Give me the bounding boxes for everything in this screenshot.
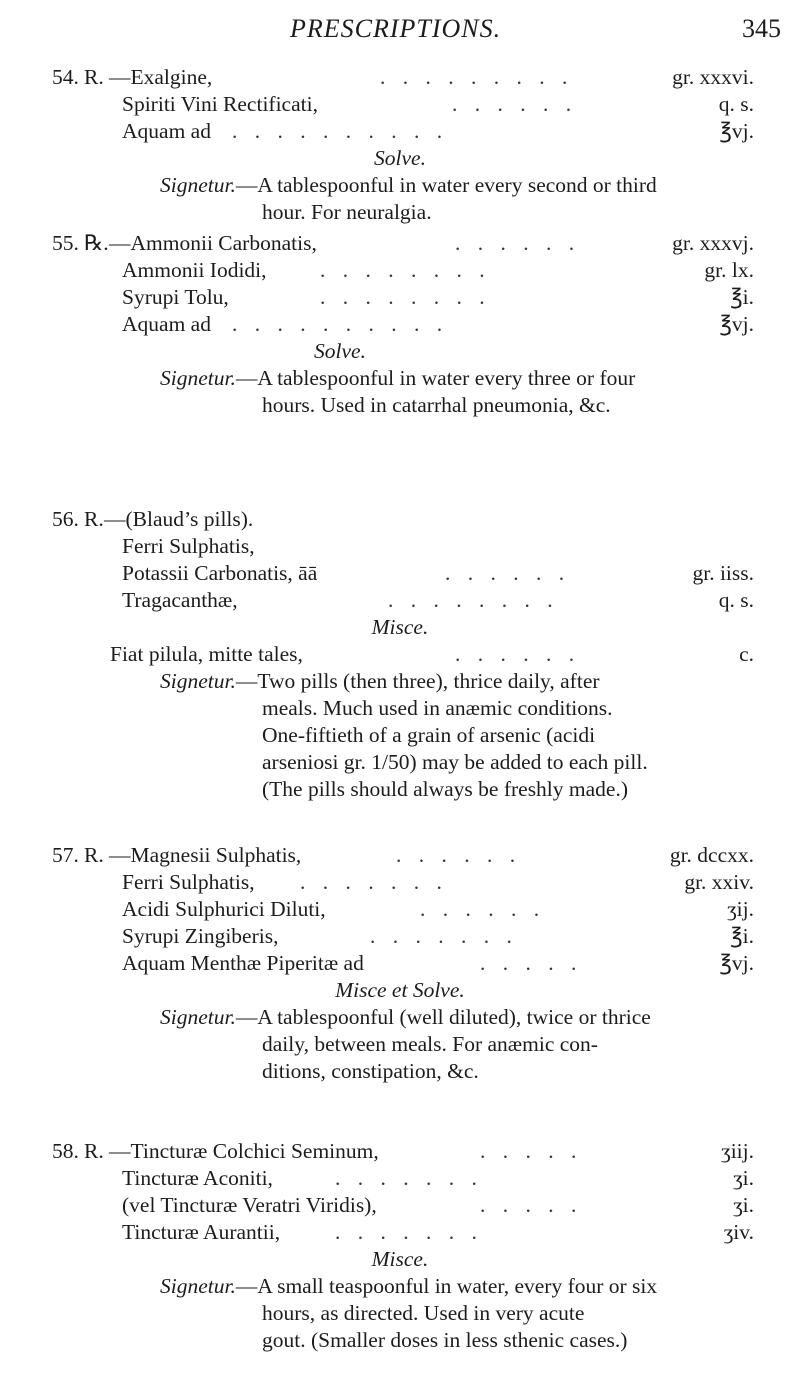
ingredient-quantity: gr. xxxvi. [672, 65, 754, 89]
ingredient-quantity: ℥i. [730, 285, 754, 309]
ingredient-quantity: gr. iiss. [692, 561, 754, 585]
ingredient-line [0, 118, 800, 145]
ingredient-name: —Tincturæ Colchici Seminum, [109, 1139, 379, 1163]
signetur-text: —A tablespoonful (well diluted), twice or thrice [235, 1005, 651, 1029]
signetur-text: arseniosi gr. 1/50) may be added to each pill. [262, 750, 648, 774]
ingredient-quantity: ℥i. [730, 924, 754, 948]
ingredient-name: Spiriti Vini Rectificati, [122, 92, 318, 116]
directive: Misce. [371, 1247, 429, 1271]
ingredient-line [0, 950, 800, 977]
leader-dots: . . . . . . . . [388, 588, 559, 612]
signetur-text: One-fiftieth of a grain of arsenic (acidi [262, 723, 596, 747]
recipe-symbol: R. [84, 65, 104, 89]
ingredient-name: —Exalgine, [109, 65, 213, 89]
prescription-number: 57. [52, 843, 79, 867]
ingredient-name: Aquam ad [122, 312, 211, 336]
ingredient-line [0, 506, 800, 533]
running-title: PRESCRIPTIONS. [290, 14, 502, 43]
signetur-text: hours. Used in catarrhal pneumonia, &c. [262, 393, 611, 417]
signetur-text: gout. (Smaller doses in less sthenic cases.) [262, 1328, 628, 1352]
signetur [160, 1004, 760, 1031]
leader-dots: . . . . . . . . . [380, 65, 574, 89]
directive: Solve. [314, 339, 366, 363]
ingredient-quantity: ʒij. [727, 897, 754, 921]
ingredient-quantity: gr. xxxvj. [672, 231, 754, 255]
leader-dots: . . . . . . [420, 897, 546, 921]
directive: Misce et Solve. [335, 978, 465, 1002]
signetur-label: Signetur. [160, 1005, 236, 1029]
recipe-symbol: ℞. [84, 231, 109, 255]
signetur-text: —A tablespoonful in water every second or third [235, 173, 657, 197]
signetur-line [0, 749, 800, 776]
prescription-56 [0, 506, 800, 803]
ingredient-quantity: ℥vj. [719, 951, 754, 975]
ingredient-line [0, 91, 800, 118]
ingredient-line [0, 533, 800, 560]
ingredient-quantity: gr. xxiv. [684, 870, 754, 894]
ingredient-line [0, 1165, 800, 1192]
prescription-55 [0, 230, 800, 419]
ingredient-quantity: ʒiv. [723, 1220, 754, 1244]
signetur-line [0, 1058, 800, 1085]
page-header [0, 14, 800, 54]
ingredient-name: Acidi Sulphurici Diluti, [122, 897, 326, 921]
recipe-symbol: R. [84, 1139, 104, 1163]
ingredient-name: Potassii Carbonatis, āā [122, 561, 318, 585]
ingredient-line [0, 257, 800, 284]
leader-dots: . . . . . . [445, 561, 571, 585]
leader-dots: . . . . . . . [300, 870, 448, 894]
ingredient-quantity: gr. lx. [704, 258, 754, 282]
ingredient-name: —Ammonii Carbonatis, [109, 231, 317, 255]
ingredient-quantity: ʒi. [733, 1193, 754, 1217]
ingredient-line [0, 869, 800, 896]
ingredient-name: Tincturæ Aconiti, [122, 1166, 273, 1190]
signetur-line [0, 1273, 800, 1300]
ingredient-quantity: q. s. [718, 92, 754, 116]
ingredient-line [0, 284, 800, 311]
ingredient-name: Tincturæ Aurantii, [122, 1220, 281, 1244]
ingredient-line [0, 64, 800, 91]
leader-dots: . . . . . . [455, 231, 581, 255]
signetur-line [0, 172, 800, 199]
prescription-number: 58. [52, 1139, 79, 1163]
signetur-text: hours, as directed. Used in very acute [262, 1301, 585, 1325]
ingredient-line [0, 560, 800, 587]
leader-dots: . . . . . . . . [320, 285, 491, 309]
fiat-line [0, 641, 800, 668]
leader-dots: . . . . . [480, 1193, 583, 1217]
signetur-line [0, 722, 800, 749]
leader-dots: . . . . . . . . . . [232, 312, 449, 336]
signetur-line [0, 668, 800, 695]
prescription-58 [0, 1138, 800, 1354]
ingredient-quantity: ℥vj. [719, 312, 754, 336]
ingredient-line [0, 230, 800, 257]
signetur-line [0, 1300, 800, 1327]
leader-dots: . . . . . . [452, 92, 578, 116]
ingredient-name: Syrupi Zingiberis, [122, 924, 279, 948]
ingredient-line [0, 311, 800, 338]
signetur-text: meals. Much used in anæmic conditions. [262, 696, 613, 720]
leader-dots: . . . . . . [396, 843, 522, 867]
signetur-label: Signetur. [160, 1274, 236, 1298]
signetur-line [0, 1031, 800, 1058]
signetur-text: ditions, constipation, &c. [262, 1059, 479, 1083]
directive-line [0, 614, 800, 641]
ingredient-quantity: q. s. [718, 588, 754, 612]
ingredient-line [0, 1192, 800, 1219]
leader-dots: . . . . . . . . [320, 258, 491, 282]
leader-dots: . . . . . [480, 1139, 583, 1163]
ingredient-quantity: ʒi. [733, 1166, 754, 1190]
directive-line [0, 338, 800, 365]
leader-dots: . . . . . . . [335, 1220, 483, 1244]
prescription-number: 54. [52, 65, 79, 89]
signetur [160, 1273, 760, 1300]
signetur [160, 172, 760, 199]
prescription-57 [0, 842, 800, 1085]
directive: Solve. [374, 146, 426, 170]
signetur-line [0, 365, 800, 392]
ingredient-name: Syrupi Tolu, [122, 285, 229, 309]
signetur-line [0, 392, 800, 419]
signetur [160, 668, 760, 695]
ingredient-name: Tragacanthæ, [122, 588, 238, 612]
signetur-text: —A tablespoonful in water every three or four [235, 366, 636, 390]
prescription-number: 56. [52, 507, 79, 531]
ingredient-name: Ammonii Iodidi, [122, 258, 267, 282]
directive-line [0, 145, 800, 172]
prescription-number: 55. [52, 231, 79, 255]
ingredient-name: (vel Tincturæ Veratri Viridis), [122, 1193, 377, 1217]
signetur-label: Signetur. [160, 173, 236, 197]
signetur [160, 365, 760, 392]
ingredient-quantity: gr. dccxx. [669, 843, 754, 867]
recipe-symbol: R. [84, 843, 104, 867]
ingredient-name: Aquam Menthæ Piperitæ ad [122, 951, 364, 975]
ingredient-line [0, 923, 800, 950]
ingredient-quantity: ℥vj. [719, 119, 754, 143]
signetur-line [0, 776, 800, 803]
directive-line [0, 1246, 800, 1273]
signetur-line [0, 1004, 800, 1031]
signetur-text: —A small teaspoonful in water, every four or six [235, 1274, 658, 1298]
page-number: 345 [742, 14, 781, 43]
leader-dots: . . . . . [480, 951, 583, 975]
ingredient-line [0, 1138, 800, 1165]
signetur-line [0, 695, 800, 722]
directive: Misce. [371, 615, 429, 639]
leader-dots: . . . . . . . [370, 924, 518, 948]
ingredient-name: Ferri Sulphatis, [122, 870, 255, 894]
signetur-label: Signetur. [160, 669, 236, 693]
signetur-text: (The pills should always be freshly made.) [262, 777, 629, 801]
ingredient-line [0, 1219, 800, 1246]
signetur-text: daily, between meals. For anæmic con- [262, 1032, 598, 1056]
leader-dots: . . . . . . . . . . [232, 119, 449, 143]
fiat-text: Fiat pilula, mitte tales, [110, 642, 303, 666]
ingredient-name: —(Blaud’s pills). [104, 507, 254, 531]
ingredient-quantity: ʒiij. [721, 1139, 754, 1163]
prescription-54 [0, 64, 800, 226]
leader-dots: . . . . . . [455, 642, 581, 666]
ingredient-name: —Magnesii Sulphatis, [109, 843, 302, 867]
signetur-line [0, 199, 800, 226]
ingredient-name: Ferri Sulphatis, [122, 534, 255, 558]
directive-line [0, 977, 800, 1004]
ingredient-line [0, 896, 800, 923]
signetur-line [0, 1327, 800, 1354]
signetur-text: —Two pills (then three), thrice daily, after [235, 669, 600, 693]
recipe-symbol: R. [84, 507, 104, 531]
ingredient-name: Aquam ad [122, 119, 211, 143]
signetur-label: Signetur. [160, 366, 236, 390]
ingredient-line [0, 842, 800, 869]
fiat-quantity: c. [739, 642, 754, 666]
signetur-text: hour. For neuralgia. [262, 200, 432, 224]
leader-dots: . . . . . . . [335, 1166, 483, 1190]
ingredient-line [0, 587, 800, 614]
